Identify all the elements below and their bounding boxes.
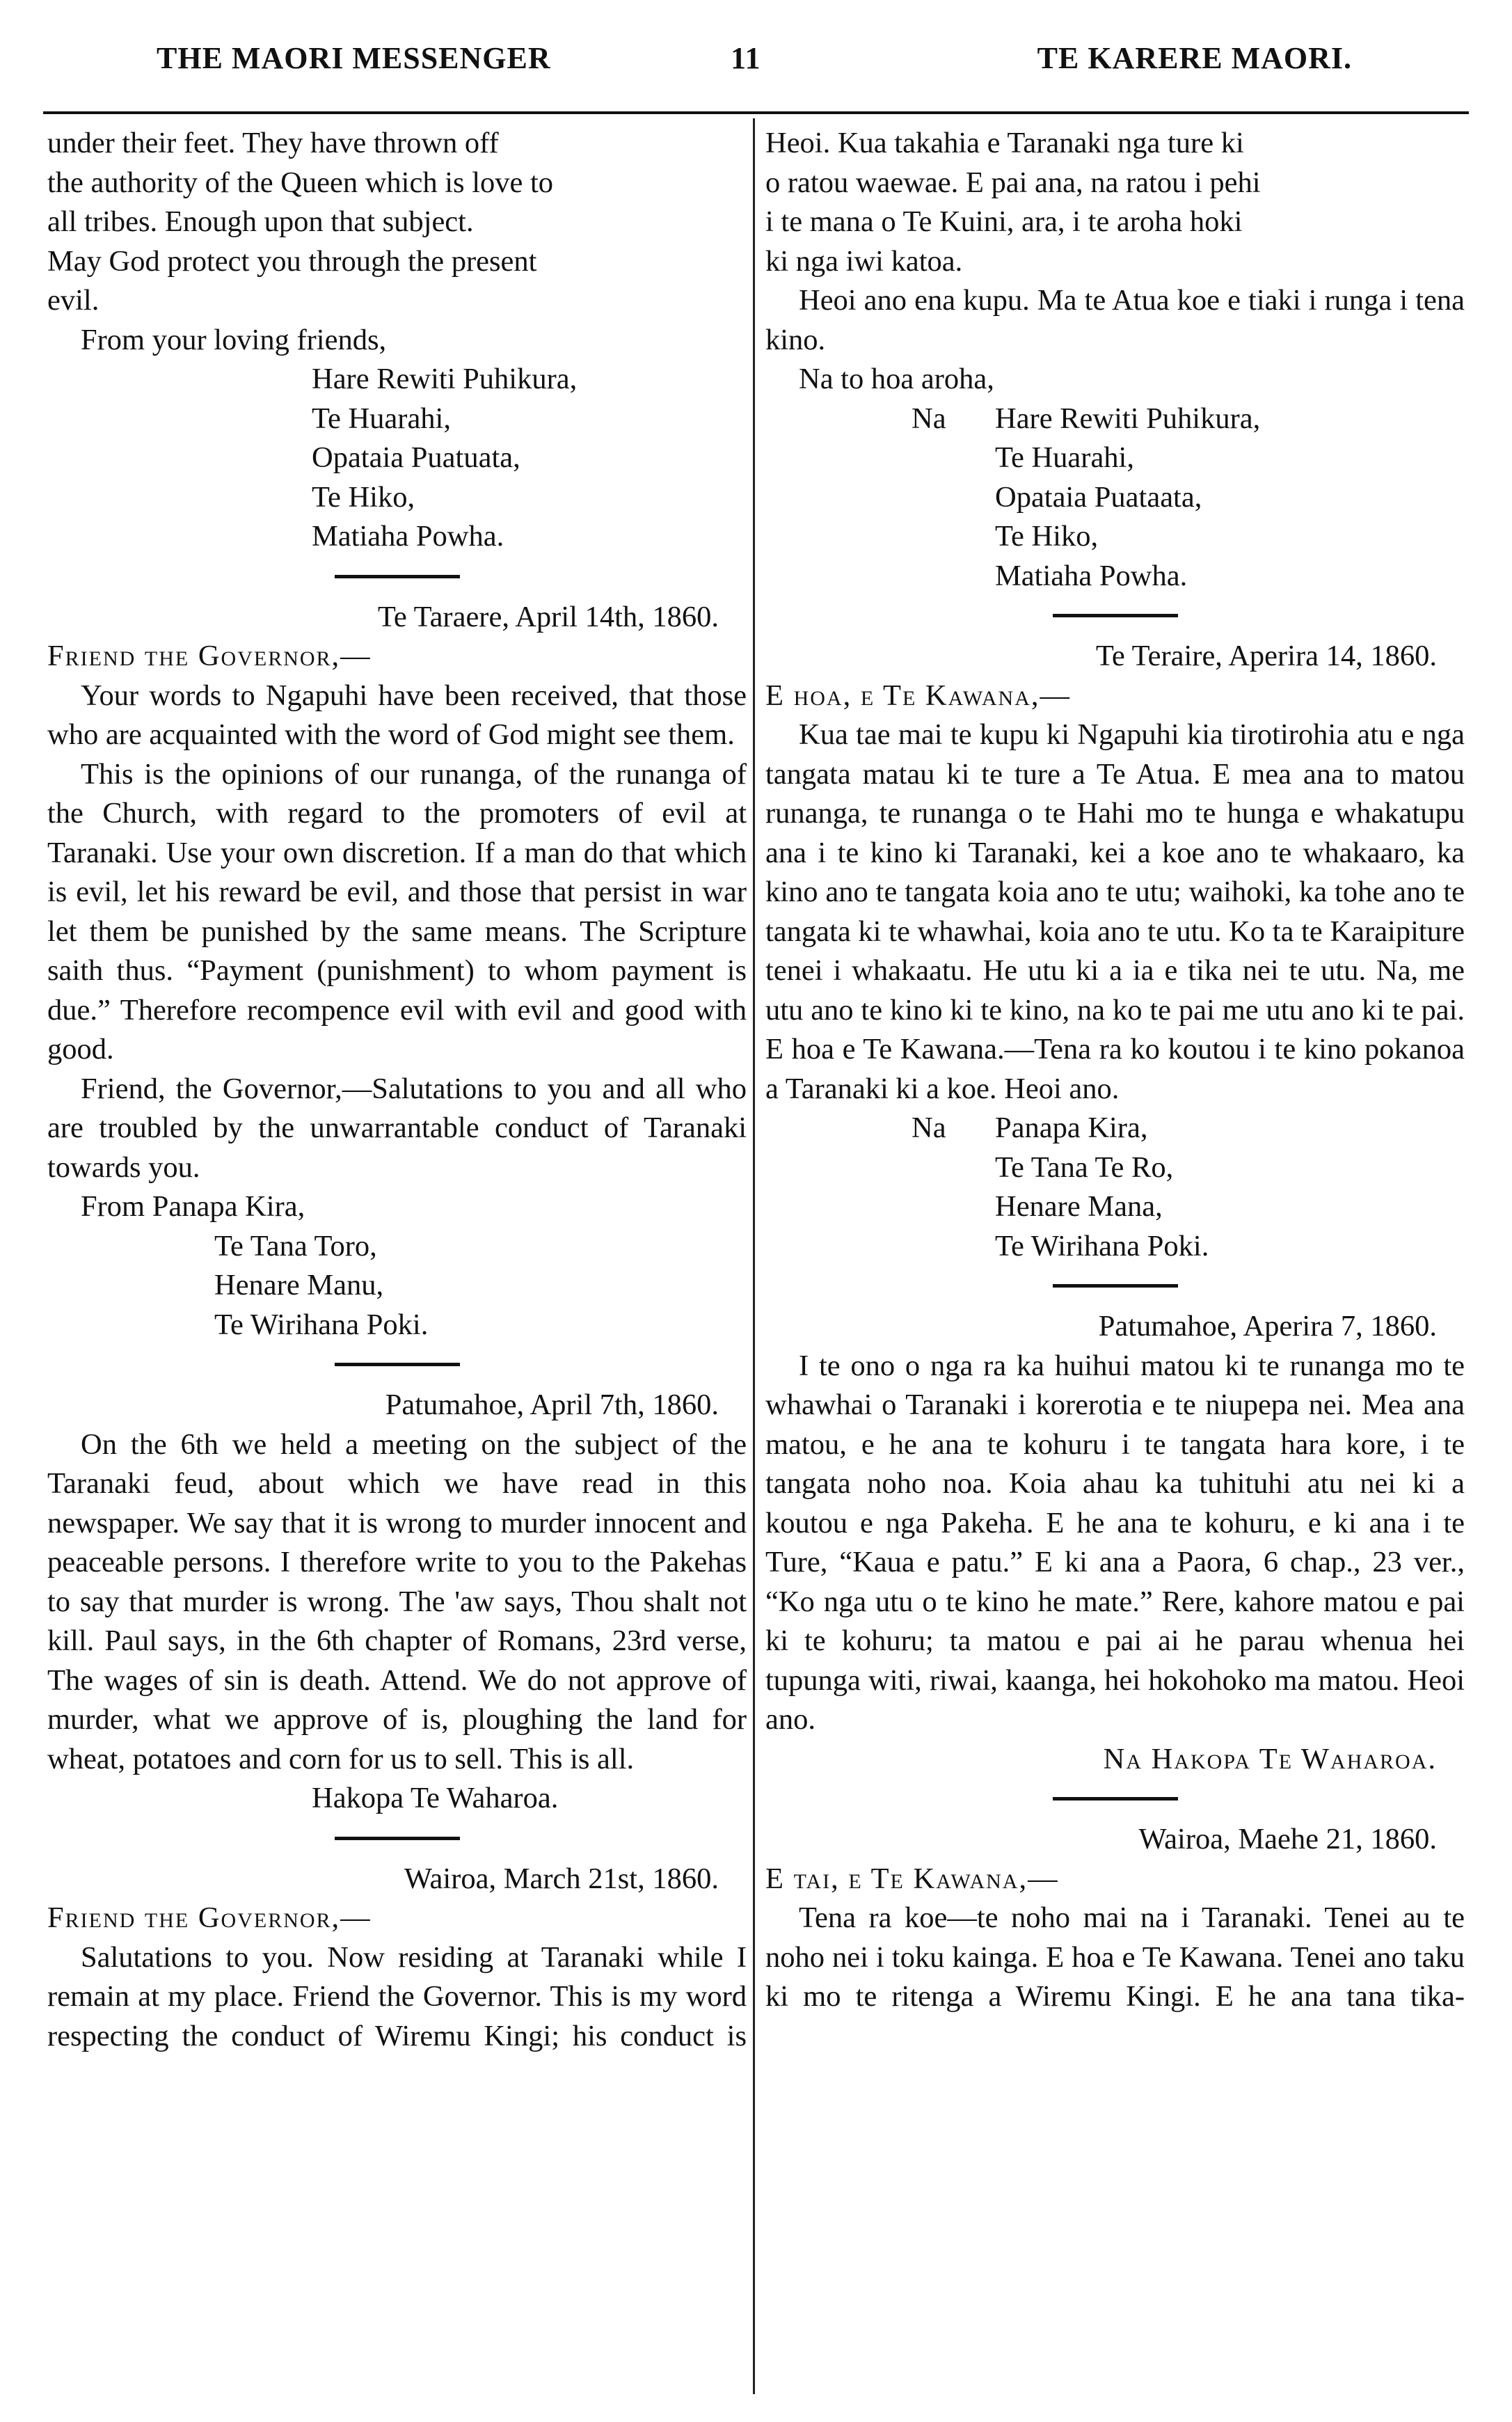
letter-wairoa (47, 1860, 747, 2057)
na-prefix: Na (912, 402, 946, 435)
salutation: E tai, e Te Kawana,— (765, 1862, 1059, 1895)
signature-block (47, 1227, 747, 1345)
paragraph: Tena ra koe—te noho mai na i Taranaki. Tenei au te noho nei i toku kainga. E hoa e Te Kawana. Tenei ano taku ki mo te ritenga a Wiremu Kingi. E he ana tana tika- (765, 1901, 1465, 2013)
text-line: ki nga iwi katoa. (765, 244, 963, 278)
dateline: Te Teraire, Aperira 14, 1860. (1095, 640, 1437, 672)
signatory: Panapa Kira, (995, 1111, 1148, 1144)
page-number: 11 (731, 41, 761, 75)
header-maori-title: TE KARERE MAORI. (1037, 41, 1352, 75)
letter-panapa-kira-maori (765, 637, 1465, 1266)
letter-panapa-kira (47, 598, 747, 1345)
signatory: Te Huarahi, (312, 402, 451, 435)
signatory: Te Tana Te Ro, (995, 1150, 1174, 1184)
letter-hare-rewiti (47, 124, 747, 557)
signatory: Opataia Puatuata, (312, 441, 520, 474)
section-rule (1053, 1797, 1178, 1800)
text-line: o ratou waewae. E pai ana, na ratou i pehi (765, 166, 1261, 199)
signatory: Henare Manu, (214, 1269, 384, 1301)
dateline: Patumahoe, April 7th, 1860. (385, 1388, 719, 1421)
english-column (47, 124, 747, 2056)
signature: Hakopa Te Waharoa. (312, 1782, 559, 1814)
section-rule (1053, 1284, 1178, 1288)
text-line: i te mana o Te Kuini, ara, i te aroha hoki (765, 205, 1243, 238)
signatory: Opataia Puataata, (995, 480, 1202, 514)
paragraph: This is the opinions of our runanga, of the runanga of the Church, with regard to the promoters of evil at Taranaki. Use your own discretion. If a man do that which is evil, let his reward be evil, and those that persist in war let them be punished by the same means. The Scripture saith thus. “Payment (punishment) to whom payment is due.” Therefore recompence evil with evil and good with good. (47, 757, 747, 1066)
signatory: Te Wirihana Poki. (995, 1229, 1209, 1263)
signatory: Te Hiko, (312, 480, 415, 514)
signature-block (47, 360, 747, 557)
signatory: Matiaha Powha. (312, 520, 504, 553)
maori-column (765, 124, 1465, 2017)
signatory: Henare Mana, (995, 1190, 1163, 1223)
paragraph: Salutations to you. Now residing at Taranaki while I remain at my place. Friend the Governor. This is my word respecting the conduct of Wiremu Kingi; his conduct is (47, 1940, 747, 2052)
letter-hakopa-maori (765, 1307, 1465, 1779)
dateline: Wairoa, March 21st, 1860. (404, 1862, 719, 1895)
salutation: E hoa, e Te Kawana,— (765, 679, 1071, 712)
text-line: under their feet. They have thrown off (47, 127, 499, 159)
letter-hare-rewiti-maori (765, 124, 1465, 596)
signature-block (765, 399, 1465, 596)
paragraph: Kua tae mai te kupu ki Ngapuhi kia tirotirohia atu e nga tangata matau ki te ture a Te Atua. E mea ana to matou runanga, te runanga o te Hahi mo te hunga e whakatupu ana i te kino ki Taranaki, kei a koe ano te whakaaro, ka kino ano te tangata koia ano te utu; waihoki, ka tohe ano te tangata ki te whawhai, koia ano te utu. Ko ta te Karaipiture tenei i whakaatu. He utu ki a ia e tika nei te utu. Na, me utu ano te kino ki te kino, na ko te pai me utu ano ki te pai. E hoa e Te Kawana.—Tena ra ko koutou i te kino pokanoa a Taranaki ki a koe. Heoi ano. (765, 718, 1465, 1105)
paragraph: Your words to Ngapuhi have been received, that those who are acquainted with the word of God might see them. (47, 679, 747, 751)
closing-line: Na to hoa aroha, (799, 363, 994, 395)
paragraph: On the 6th we held a meeting on the subject of the Taranaki feud, about which we have read in this newspaper. We say that it is wrong to murder innocent and peaceable persons. I therefore write to you to the Pakehas to say that murder is wrong. The 'aw says, Thou shalt not kill. Paul says, in the 6th chapter of Romans, 23rd verse, The wages of sin is death. Attend. We do not approve of murder, what we approve of is, ploughing the land for wheat, potatoes and corn for us to sell. This is all. (47, 1427, 747, 1775)
paragraph: Friend, the Governor,—Salutations to you and all who are troubled by the unwarrantable conduct of Taranaki towards you. (47, 1072, 747, 1184)
salutation: Friend the Governor,— (47, 1901, 372, 1934)
closing-line: From your loving friends, (81, 323, 387, 356)
signatory-list (918, 399, 1465, 596)
column-divider (753, 118, 755, 2394)
section-rule (335, 1837, 460, 1840)
header-english-title: THE MAORI MESSENGER (157, 41, 551, 75)
text-line: the authority of the Queen which is love to (47, 166, 554, 199)
dateline: Wairoa, Maehe 21, 1860. (1138, 1823, 1437, 1855)
text-line: evil. (47, 284, 100, 317)
paragraph: Heoi ano ena kupu. Ma te Atua koe e tiaki i runga i tena kino. (765, 284, 1465, 356)
section-rule (335, 575, 460, 578)
signatory: Te Tana Toro, (214, 1229, 377, 1263)
text-line: May God protect you through the present (47, 244, 537, 278)
salutation: Friend the Governor,— (47, 640, 372, 672)
signatory: Matiaha Powha. (995, 559, 1188, 592)
letter-hakopa-te-waharoa (47, 1386, 747, 1819)
closing-line: From Panapa Kira, (81, 1190, 305, 1223)
page-header (42, 40, 1470, 89)
letter-wairoa-maori (765, 1820, 1465, 2017)
signatory: Te Wirihana Poki. (214, 1308, 429, 1341)
na-prefix: Na (912, 1111, 946, 1144)
section-rule (335, 1363, 460, 1366)
dateline: Te Taraere, April 14th, 1860. (377, 600, 719, 633)
signature-block (765, 1109, 1465, 1266)
signatory: Te Hiko, (995, 520, 1099, 553)
signatory: Hare Rewiti Puhikura, (312, 363, 578, 395)
signatory-list (918, 1109, 1465, 1266)
section-rule (1053, 614, 1178, 617)
text-line: all tribes. Enough upon that subject. (47, 205, 474, 238)
signatory: Te Huarahi, (995, 441, 1134, 474)
paragraph: I te ono o nga ra ka huihui matou ki te runanga mo te whawhai o Taranaki i korerotia e te niupepa nei. Mea ana matou, e he ana te kohuru i te tangata hara kore, i te tangata noho noa. Koia ahau ka tuhituhi atu nei ki a koutou e nga Pakeha. E he ana te kohuru, e ki ana i te Ture, “Kaua e patu.” E ki ana a Paora, 6 chap., 23 ver., “Ko nga utu o te kino he mate.” Rere, kahore matou e pai ki te kohuru; ta matou e pai ai he parau whenua hei tupunga witi, riwai, kaanga, hei hokohoko ma matou. Heoi ano. (765, 1349, 1465, 1736)
signatory: Hare Rewiti Puhikura, (995, 402, 1261, 435)
header-rule (43, 111, 1469, 114)
text-line: Heoi. Kua takahia e Taranaki nga ture ki (765, 127, 1244, 159)
dateline: Patumahoe, Aperira 7, 1860. (1098, 1310, 1437, 1343)
signature: Na Hakopa Te Waharoa. (1103, 1742, 1437, 1775)
